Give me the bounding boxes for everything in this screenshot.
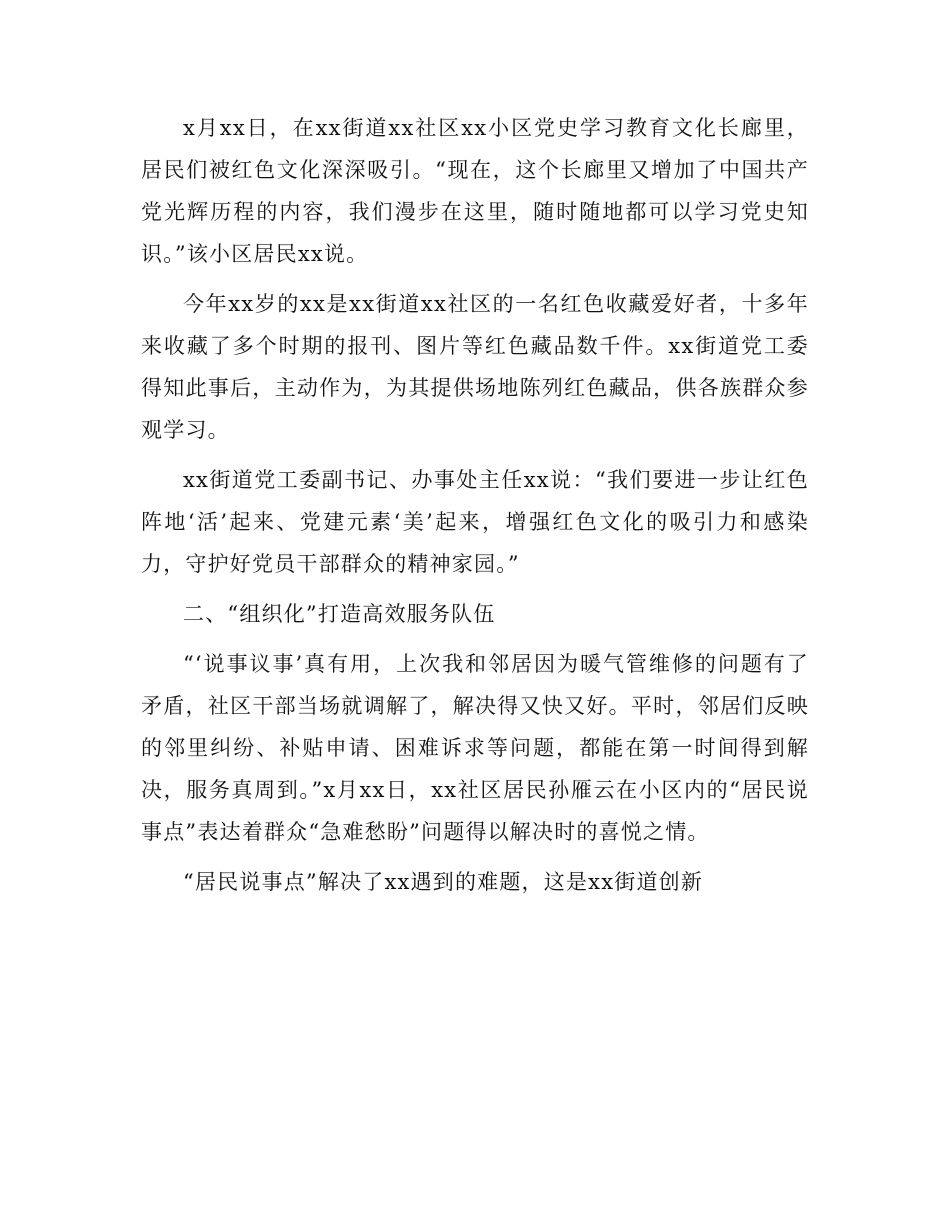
paragraph-2: 今年xx岁的xx是xx街道xx社区的一名红色收藏爱好者，十多年来收藏了多个时期的报刊、图片等红色藏品数千件。xx街道党工委得知此事后，主动作为，为其提供场地陈列红色藏品，供各族群众参观学习。	[141, 292, 809, 442]
paragraph-4: “‘说事议事’真有用，上次我和邻居因为暖气管维修的问题有了矛盾，社区干部当场就调解了，解决得又快又好。平时，邻居们反映的邻里纠纷、补贴申请、困难诉求等问题，都能在第一时间得到解决，服务真周到。”x月xx日，xx社区居民孙雁云在小区内的“居民说事点”表达着群众“急难愁盼”问题得以解决时的喜悦之情。	[141, 652, 809, 844]
paragraph-5: “居民说事点”解决了xx遇到的难题，这是xx街道创新	[183, 870, 704, 894]
document-body	[141, 107, 809, 911]
section-heading: 二、“组织化”打造高效服务队伍	[183, 602, 496, 626]
paragraph-3: xx街道党工委副书记、办事处主任xx说：“我们要进一步让红色阵地‘活’起来、党建元素‘美’起来，增强红色文化的吸引力和感染力，守护好党员干部群众的精神家园。”	[141, 468, 809, 576]
paragraph-1: x月xx日，在xx街道xx社区xx小区党史学习教育文化长廊里，居民们被红色文化深深吸引。“现在，这个长廊里又增加了中国共产党光辉历程的内容，我们漫步在这里，随时随地都可以学习党史知识。”该小区居民xx说。	[141, 116, 809, 266]
